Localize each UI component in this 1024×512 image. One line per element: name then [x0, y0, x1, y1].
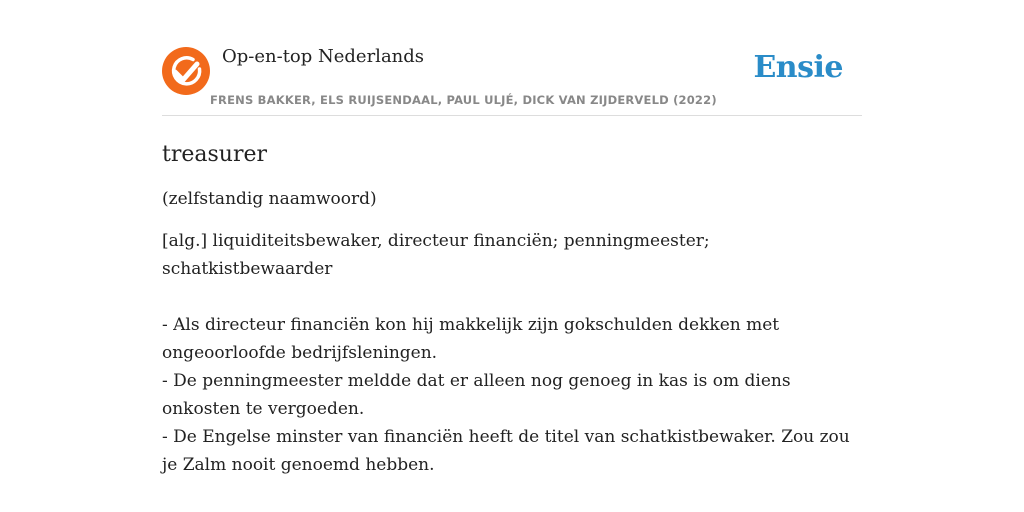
example-item: - Als directeur financiën kon hij makkelijk zijn gokschulden dekken met ongeoorloofde bedrijfsleningen.	[162, 315, 780, 363]
example-item: - De penningmeester meldde dat er alleen nog genoeg in kas is om diens onkosten te vergoeden.	[162, 371, 791, 419]
source-header	[162, 46, 862, 116]
source-title[interactable]: Op-en-top Nederlands	[222, 46, 425, 67]
source-logo[interactable]	[162, 47, 210, 95]
example-item: - De Engelse minster van financiën heeft de titel van schatkistbewaker. Zou zou je Zalm nooit genoemd hebben.	[162, 427, 850, 475]
brand-logo[interactable]: Ensie	[753, 50, 843, 85]
entry-definition: [alg.] liquiditeitsbewaker, directeur financiën; penningmeester; schatkistbewaarder	[162, 231, 710, 279]
part-of-speech: (zelfstandig naamwoord)	[162, 189, 377, 209]
entry-term: treasurer	[162, 142, 268, 167]
checkmark-icon	[162, 47, 210, 95]
source-authors: FRENS BAKKER, ELS RUIJSENDAAL, PAUL ULJÉ, DICK VAN ZIJDERVELD (2022)	[210, 93, 717, 107]
example-list	[162, 311, 862, 479]
entry-content	[162, 139, 862, 479]
